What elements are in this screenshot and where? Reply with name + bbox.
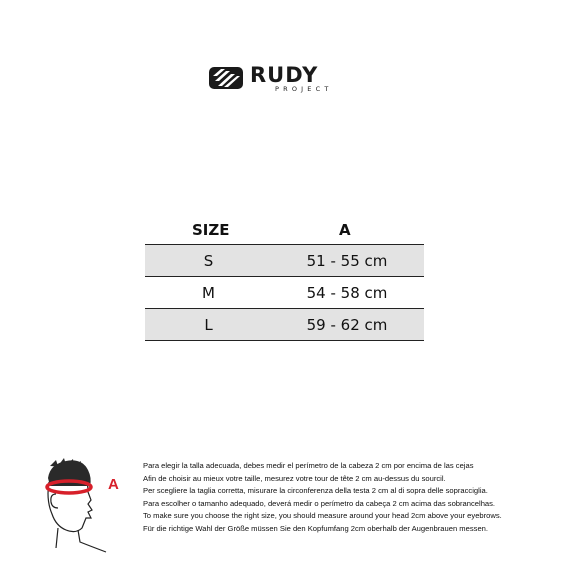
rudy-project-logo <box>209 63 369 96</box>
logo-stripes-icon <box>209 67 243 89</box>
size-table <box>145 214 424 341</box>
table-row <box>145 276 424 308</box>
instruction-pt: Para escolher o tamanho adequado, deverá medir o perímetro da cabeça 2 cm acima das sobrancelhas. <box>143 498 496 508</box>
instruction-de: Für die richtige Wahl der Größe müssen Sie den Kopfumfang 2cm oberhalb der Augenbrauen messen. <box>143 523 488 533</box>
size-cell: S <box>203 252 214 270</box>
table-row <box>145 308 424 341</box>
instruction-en: To make sure you choose the right size, you should measure around your head 2cm above your eyebrows. <box>143 511 502 521</box>
instruction-fr: Afin de choisir au mieux votre taille, mesurez votre tour de tête 2 cm au-dessus du sourcil. <box>143 473 446 483</box>
header-a: A <box>339 221 351 239</box>
instruction-es: Para elegir la talla adecuada, debes medir el perímetro de la cabeza 2 cm por encima de las cejas <box>143 461 474 470</box>
measurement-cell: 51 - 55 cm <box>306 252 388 270</box>
diagram-label-a: A <box>108 476 119 493</box>
face-outline <box>48 480 92 532</box>
size-cell: L <box>204 316 213 334</box>
size-cell: M <box>202 284 215 302</box>
instruction-it: Per scegliere la taglia corretta, misurare la circonferenza della testa 2 cm al di sopra delle sopracciglia. <box>143 486 488 496</box>
measurement-cell: 59 - 62 cm <box>306 316 388 334</box>
logo-brand-text: RUDY <box>250 63 319 87</box>
instructions-text <box>143 460 502 536</box>
neck-outline <box>56 528 106 552</box>
head-measurement-diagram <box>36 456 136 556</box>
table-header <box>145 214 424 244</box>
table-row <box>145 244 424 276</box>
logo-sub-text: PROJECT <box>275 85 333 93</box>
measurement-cell: 54 - 58 cm <box>306 284 388 302</box>
header-size: SIZE <box>192 221 230 239</box>
ear-outline <box>51 494 58 508</box>
